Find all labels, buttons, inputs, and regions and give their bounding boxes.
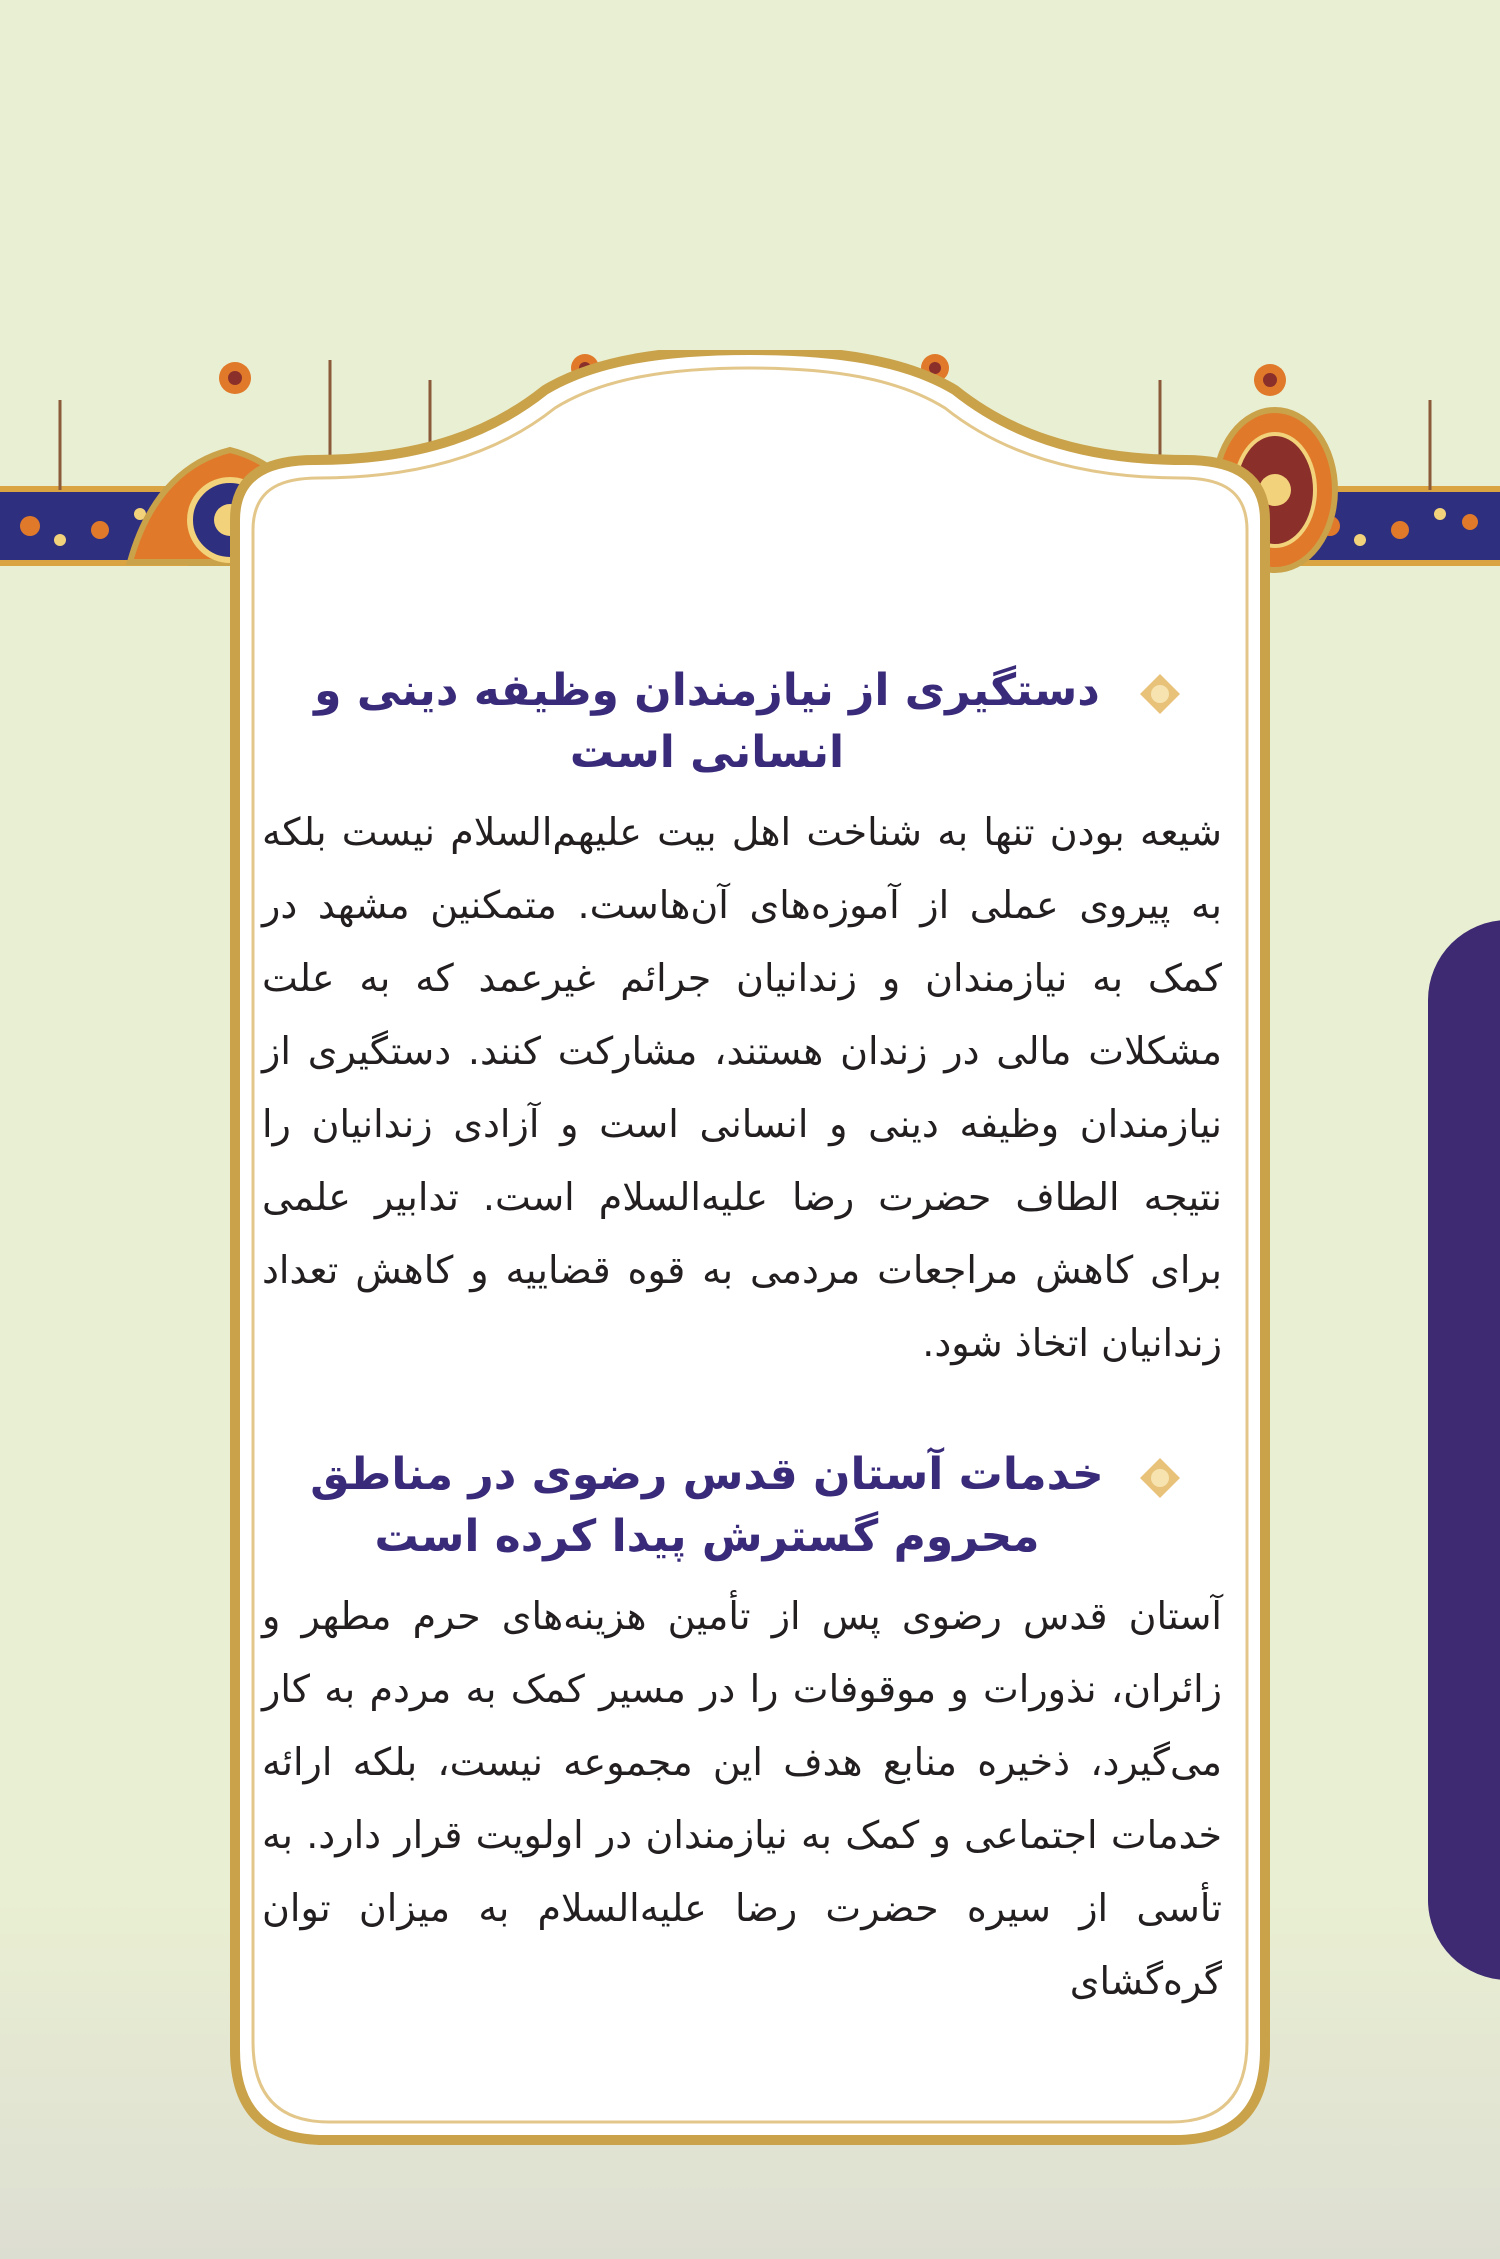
section-body: شیعه بودن تنها به شناخت اهل بیت علیهم‌السلام نیست بلکه به پیروی عملی از آموزه‌های آن‌هاست. متمکنین مشهد در کمک به نیازمندان و زندانیان جرائم غیرعمد که به علت مشکلات مالی در زندان هستند، مشارکت کنند. دستگیری از نیازمندان وظیفه دینی و انسانی است و آزادی زندانیان را نتیجه الطاف حضرت رضا علیه‌السلام است. تدابیر علمی برای کاهش مراجعات مردمی به قوه قضاییه و کاهش تعداد زندانیان اتخاذ شود. bbox=[262, 810, 1222, 1365]
section-1 bbox=[262, 660, 1222, 1380]
section-heading-text: خدمات آستان قدس رضوی در مناطق محروم گسترش پیدا کرده است bbox=[310, 1449, 1104, 1562]
section-body: آستان قدس رضوی پس از تأمین هزینه‌های حرم مطهر و زائران، نذورات و موقوفات را در مسیر کمک به مردم به کار می‌گیرد، ذخیره منابع هدف این مجموعه نیست، بلکه ارائه خدمات اجتماعی و کمک به نیازمندان در اولویت قرار دارد. به تأسی از سیره حضرت رضا علیه‌السلام به میزان توان گره‌گشای bbox=[262, 1594, 1222, 2003]
section-heading bbox=[302, 660, 1182, 784]
side-tab bbox=[1428, 920, 1500, 1980]
section-2 bbox=[262, 1444, 1222, 2018]
content-area bbox=[262, 660, 1222, 2130]
section-heading-text: دستگیری از نیازمندان وظیفه دینی و انسانی است bbox=[314, 665, 1100, 778]
section-heading bbox=[302, 1444, 1182, 1568]
gold-diamond-bullet-icon bbox=[1138, 1456, 1182, 1500]
gold-diamond-bullet-icon bbox=[1138, 672, 1182, 716]
